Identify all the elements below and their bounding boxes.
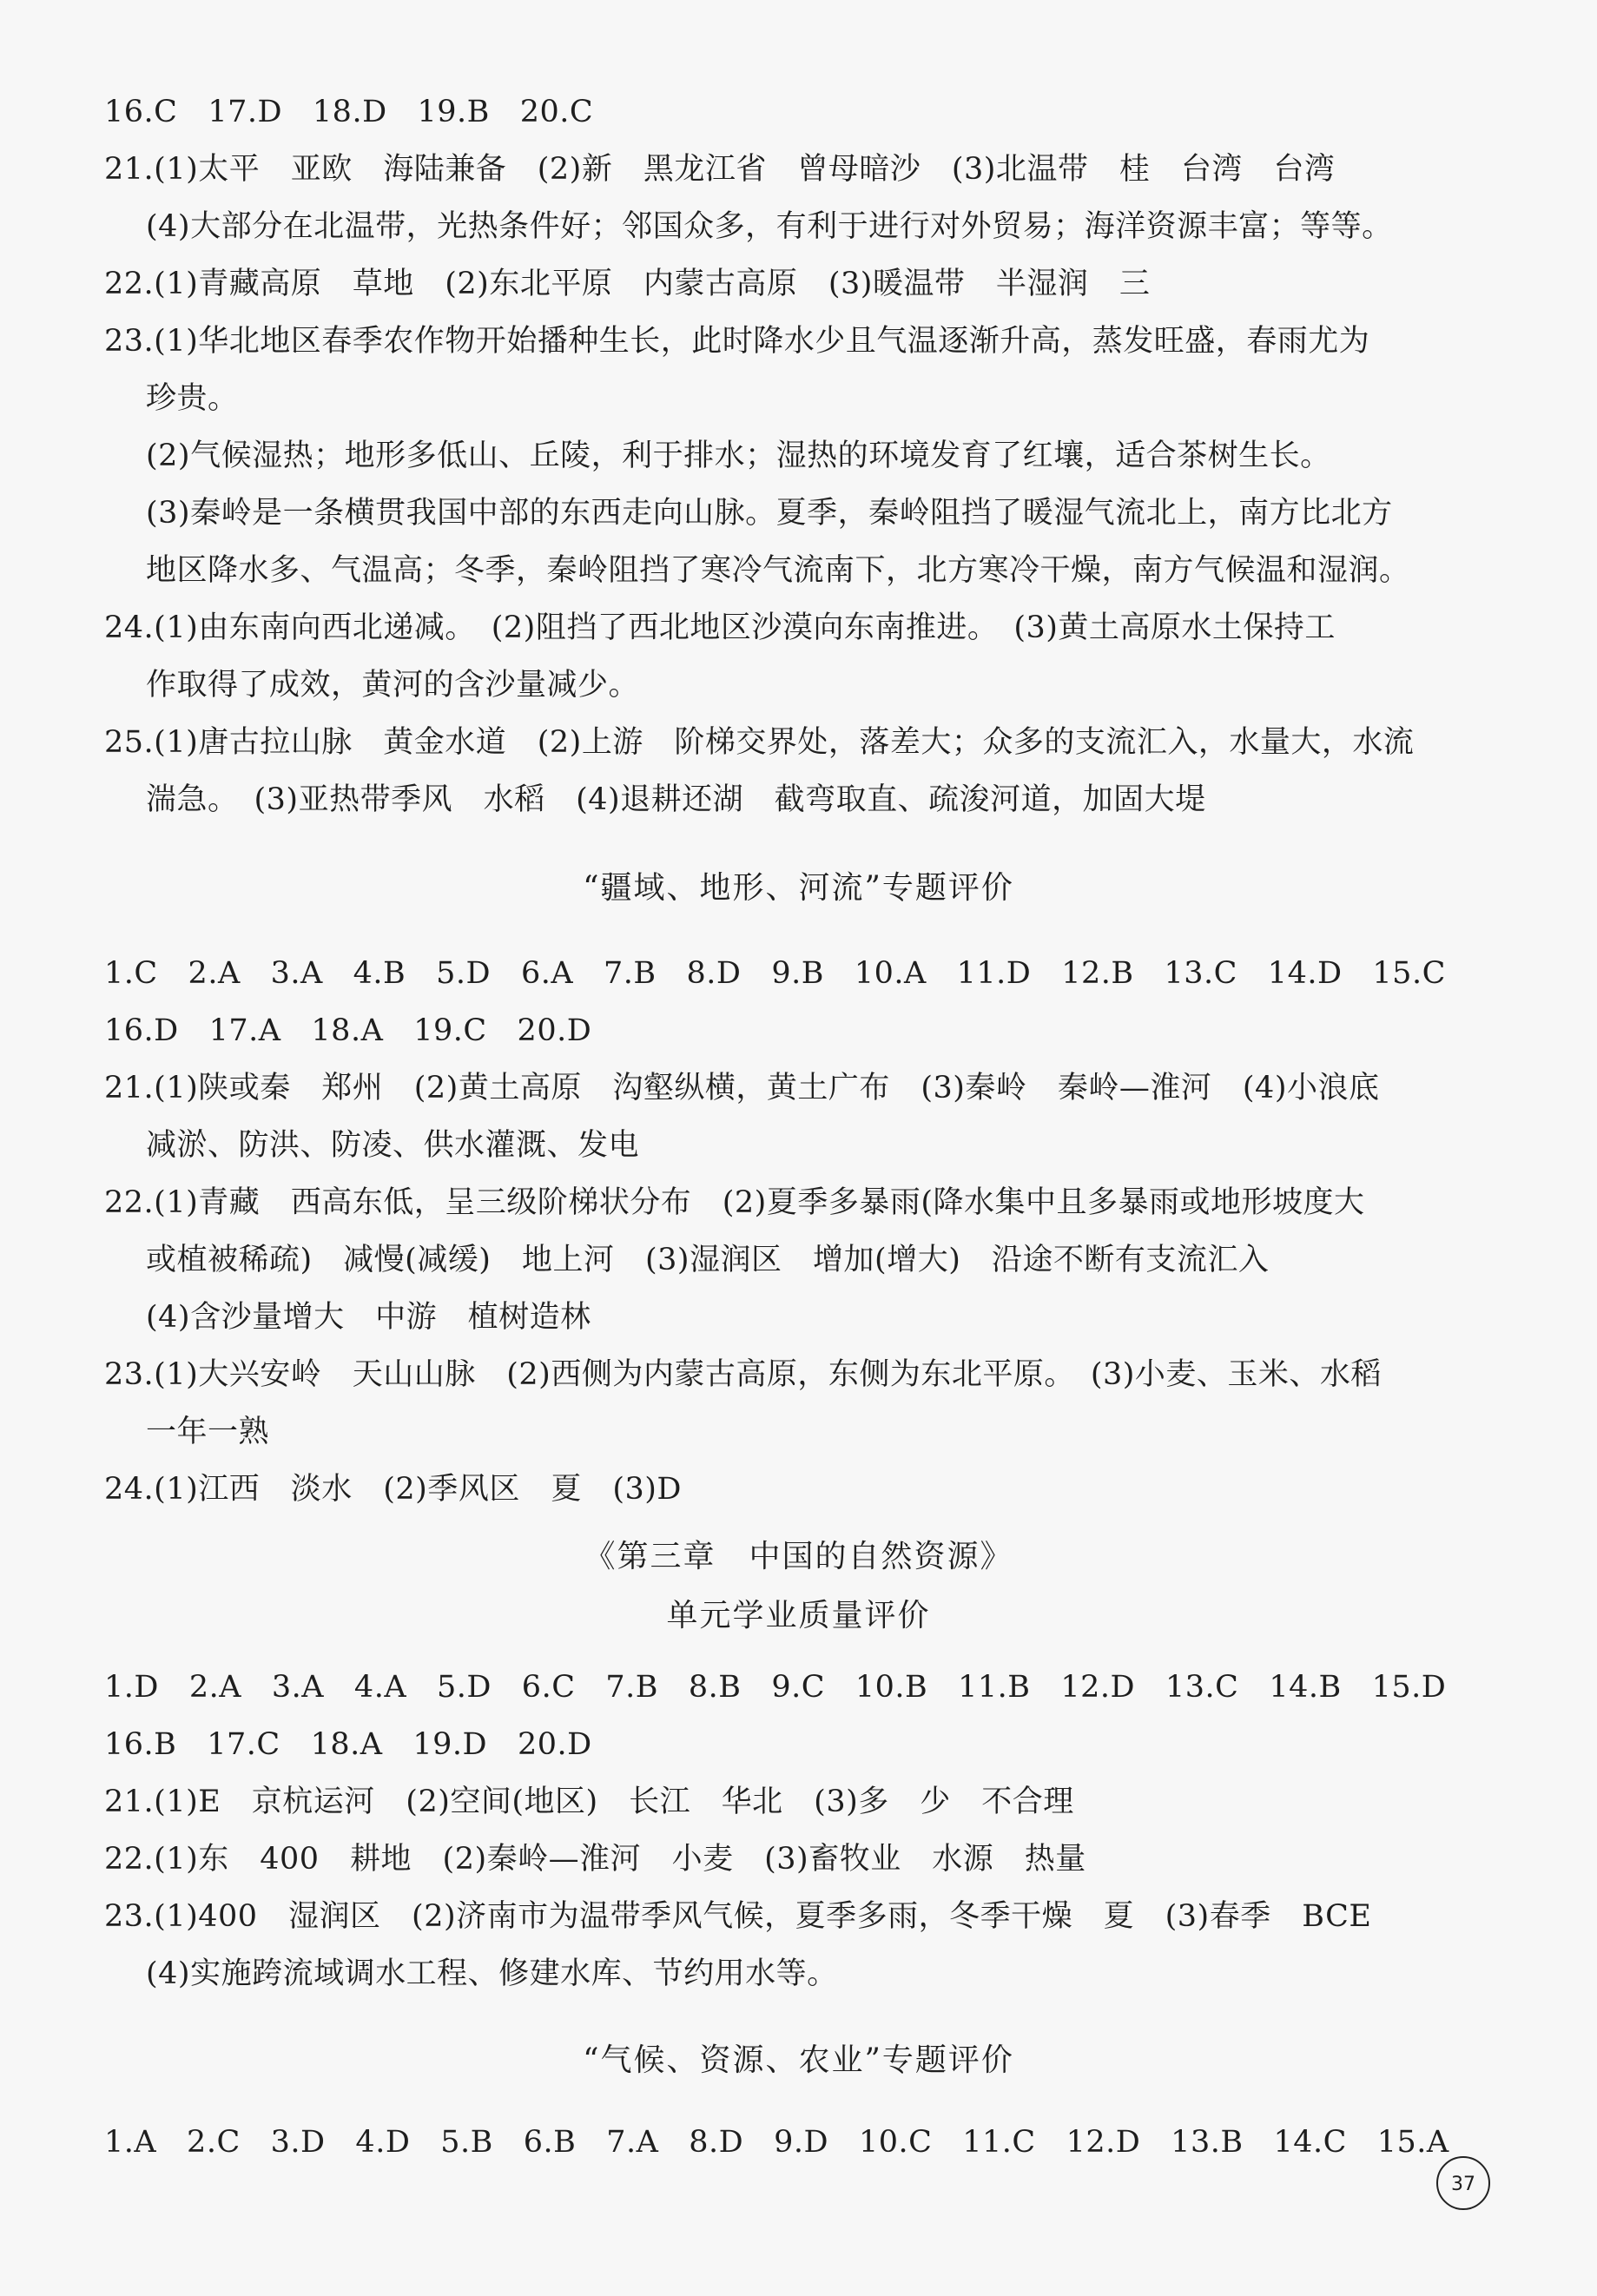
answer-line: (4)大部分在北温带，光热条件好；邻国众多，有利于进行对外贸易；海洋资源丰富；等等。	[146, 209, 1393, 244]
section-heading: “气候、资源、农业”专题评价	[583, 2042, 1014, 2078]
answer-line: 21.(1)陕或秦 郑州 (2)黄土高原 沟壑纵横，黄土广布 (3)秦岭 秦岭—淮河 (4)小浪底	[104, 1071, 1380, 1105]
answer-line: 21.(1)E 京杭运河 (2)空间(地区) 长江 华北 (3)多 少 不合理	[104, 1785, 1074, 1819]
answer-line: 16.C 17.D 18.D 19.B 20.C	[104, 95, 594, 129]
answer-line: 23.(1)华北地区春季农作物开始播种生长，此时降水少且气温逐渐升高，蒸发旺盛，春雨尤为	[104, 324, 1370, 359]
answer-line: 23.(1)400 湿润区 (2)济南市为温带季风气候，夏季多雨，冬季干燥 夏 (3)春季 BCE	[104, 1899, 1372, 1934]
answer-line: 24.(1)由东南向西北递减。 (2)阻挡了西北地区沙漠向东南推进。 (3)黄土高原水土保持工	[104, 610, 1336, 645]
answer-line: 湍急。 (3)亚热带季风 水稻 (4)退耕还湖 截弯取直、疏浚河道，加固大堤	[146, 782, 1206, 817]
section-heading: 单元学业质量评价	[666, 1598, 931, 1633]
answer-line: 22.(1)青藏 西高东低，呈三级阶梯状分布 (2)夏季多暴雨(降水集中且多暴雨或地形坡度大	[104, 1185, 1365, 1220]
chapter-heading: 《第三章 中国的自然资源》	[584, 1539, 1013, 1574]
answer-line: 21.(1)太平 亚欧 海陆兼备 (2)新 黑龙江省 曾母暗沙 (3)北温带 桂 台湾 台湾	[104, 152, 1336, 187]
answer-line: 22.(1)东 400 耕地 (2)秦岭—淮河 小麦 (3)畜牧业 水源 热量	[104, 1842, 1086, 1877]
answer-line: 珍贵。	[146, 381, 239, 416]
section-heading: “疆域、地形、河流”专题评价	[583, 870, 1014, 906]
answer-line: 22.(1)青藏高原 草地 (2)东北平原 内蒙古高原 (3)暖温带 半湿润 三	[104, 267, 1151, 301]
page-number-badge: 37	[1436, 2156, 1490, 2210]
answer-line: 作取得了成效，黄河的含沙量减少。	[146, 668, 640, 703]
answer-line: (4)实施跨流域调水工程、修建水库、节约用水等。	[146, 1956, 838, 1991]
answer-line: 16.B 17.C 18.A 19.D 20.D	[104, 1727, 592, 1762]
answer-line: 或植被稀疏) 减慢(减缓) 地上河 (3)湿润区 增加(增大) 沿途不断有支流汇入	[146, 1243, 1270, 1277]
answer-line: (4)含沙量增大 中游 植树造林	[146, 1300, 591, 1335]
answer-line: 23.(1)大兴安岭 天山山脉 (2)西侧为内蒙古高原，东侧为东北平原。 (3)小麦、玉米、水稻	[104, 1357, 1382, 1392]
answer-line: 地区降水多、气温高；冬季，秦岭阻挡了寒冷气流南下，北方寒冷干燥，南方气候温和湿润。	[146, 553, 1410, 588]
answer-line: 减淤、防洪、防凌、供水灌溉、发电	[146, 1128, 640, 1163]
answer-line: 1.C 2.A 3.A 4.B 5.D 6.A 7.B 8.D 9.B 10.A 11.D 12.B 13.C 14.D 15.C	[104, 956, 1446, 991]
answer-line: 24.(1)江西 淡水 (2)季风区 夏 (3)D	[104, 1472, 682, 1507]
answer-line: 1.A 2.C 3.D 4.D 5.B 6.B 7.A 8.D 9.D 10.C 11.C 12.D 13.B 14.C 15.A	[104, 2125, 1449, 2160]
answer-line: 一年一熟	[146, 1415, 270, 1449]
answer-line: 1.D 2.A 3.A 4.A 5.D 6.C 7.B 8.B 9.C 10.B 11.B 12.D 13.C 14.B 15.D	[104, 1670, 1447, 1705]
answer-line: (3)秦岭是一条横贯我国中部的东西走向山脉。夏季，秦岭阻挡了暖湿气流北上，南方比北方	[146, 496, 1393, 531]
answer-line: 25.(1)唐古拉山脉 黄金水道 (2)上游 阶梯交界处，落差大；众多的支流汇入，水量大，水流	[104, 725, 1415, 760]
answer-line: (2)气候湿热；地形多低山、丘陵，利于排水；湿热的环境发育了红壤，适合茶树生长。	[146, 439, 1331, 473]
answer-line: 16.D 17.A 18.A 19.C 20.D	[104, 1013, 592, 1048]
